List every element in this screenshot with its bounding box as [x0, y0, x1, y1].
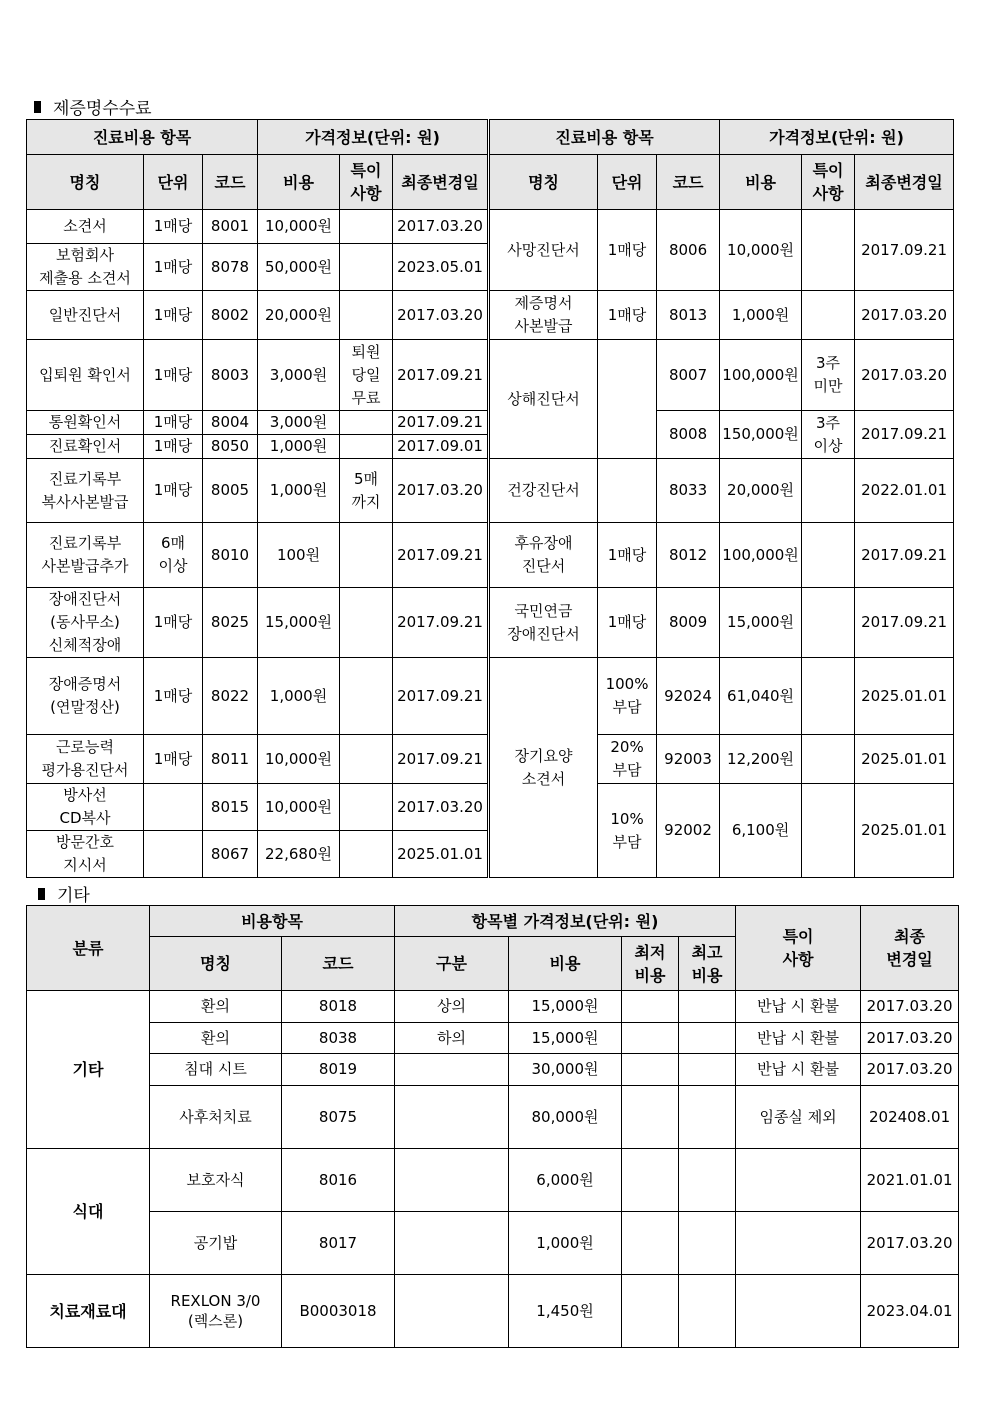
- item-date: 2017.03.20: [393, 784, 489, 831]
- item-cost: 61,040원: [720, 658, 802, 735]
- item-cost: 3,000원: [258, 340, 340, 411]
- item-name: 보험회사 제출용 소견서: [27, 244, 144, 291]
- item-cost: 10,000원: [720, 210, 802, 291]
- item-note: [340, 831, 393, 878]
- item-max-cost: [679, 1149, 736, 1212]
- header-cost-item: 비용항목: [150, 906, 395, 937]
- header-name: 명칭: [150, 937, 282, 991]
- item-cost: 100원: [258, 523, 340, 588]
- item-code: 8013: [657, 291, 720, 340]
- item-code: 8015: [203, 784, 258, 831]
- item-name: 방사선 CD복사: [27, 784, 144, 831]
- item-unit: [598, 459, 657, 523]
- item-note: [802, 658, 855, 735]
- item-name: 건강진단서: [489, 459, 598, 523]
- header-note: 특이 사항: [340, 155, 393, 210]
- item-unit: 1매당: [144, 244, 203, 291]
- item-cost: 3,000원: [258, 411, 340, 435]
- item-note: [340, 658, 393, 735]
- item-cost: 12,200원: [720, 735, 802, 784]
- item-code: 8022: [203, 658, 258, 735]
- header-cost: 비용: [509, 937, 622, 991]
- item-note: [340, 735, 393, 784]
- item-name: 후유장애 진단서: [489, 523, 598, 588]
- item-code: 8025: [203, 588, 258, 658]
- item-name: 장기요양 소견서: [489, 658, 598, 878]
- item-note: [340, 588, 393, 658]
- table-row: [27, 991, 959, 1023]
- item-cost: 20,000원: [720, 459, 802, 523]
- item-date: 2017.09.21: [393, 411, 489, 435]
- header-unit-right: 단위: [598, 155, 657, 210]
- item-date: 2023.04.01: [861, 1275, 959, 1348]
- item-code: 8003: [203, 340, 258, 411]
- item-code: 8001: [203, 210, 258, 244]
- item-code: 8019: [282, 1054, 395, 1086]
- item-unit: [144, 784, 203, 831]
- item-date: 2017.03.20: [855, 291, 954, 340]
- item-note: [736, 1149, 861, 1212]
- header-date: 최종변경일: [393, 155, 489, 210]
- item-note: [340, 291, 393, 340]
- item-name: 일반진단서: [27, 291, 144, 340]
- category-cell: 식대: [27, 1149, 150, 1275]
- square-bullet-icon: [34, 101, 41, 113]
- item-code: B0003018: [282, 1275, 395, 1348]
- header-date: 최종 변경일: [861, 906, 959, 991]
- header-cost-right: 비용: [720, 155, 802, 210]
- item-name: 국민연금 장애진단서: [489, 588, 598, 658]
- item-cost: 10,000원: [258, 784, 340, 831]
- header-price-info: 항목별 가격정보(단위: 원): [395, 906, 736, 937]
- item-note: [736, 1212, 861, 1275]
- item-code: 8006: [657, 210, 720, 291]
- header-price-group-right: 가격정보(단위: 원): [720, 120, 954, 155]
- header-unit: 단위: [144, 155, 203, 210]
- item-name: 진료기록부 복사사본발급: [27, 459, 144, 523]
- item-code: 8016: [282, 1149, 395, 1212]
- item-unit: 1매당: [144, 658, 203, 735]
- item-cost: 15,000원: [509, 1023, 622, 1054]
- item-division: [395, 1054, 509, 1086]
- item-unit: 10% 부담: [598, 784, 657, 878]
- item-cost: 100,000원: [720, 340, 802, 411]
- item-date: 202408.01: [861, 1086, 959, 1149]
- item-unit: 20% 부담: [598, 735, 657, 784]
- item-date: 2017.09.21: [855, 588, 954, 658]
- item-unit: 1매당: [144, 340, 203, 411]
- table-row: [27, 1149, 959, 1212]
- section-title-text: 기타: [57, 886, 90, 906]
- item-note: [340, 523, 393, 588]
- header-division: 구분: [395, 937, 509, 991]
- item-name: 사후처치료: [150, 1086, 282, 1149]
- item-unit: 1매당: [144, 411, 203, 435]
- table-row: [27, 1086, 959, 1149]
- item-date: 2017.09.21: [393, 658, 489, 735]
- item-note: [340, 244, 393, 291]
- item-unit: 1매당: [144, 291, 203, 340]
- table-row: [27, 588, 954, 658]
- item-date: 2017.03.20: [861, 1054, 959, 1086]
- item-cost: 150,000원: [720, 411, 802, 459]
- item-unit: 1매당: [144, 588, 203, 658]
- header-item-group-right: 진료비용 항목: [489, 120, 720, 155]
- item-name: 사망진단서: [489, 210, 598, 291]
- item-code: 92024: [657, 658, 720, 735]
- section-title-certificates: [34, 94, 152, 119]
- item-name: 상해진단서: [489, 340, 598, 459]
- item-date: 2025.01.01: [855, 658, 954, 735]
- table-row: [27, 1023, 959, 1054]
- item-code: 92003: [657, 735, 720, 784]
- item-cost: 15,000원: [509, 991, 622, 1023]
- category-cell: 기타: [27, 991, 150, 1149]
- header-code: 코드: [282, 937, 395, 991]
- item-name: 제증명서 사본발급: [489, 291, 598, 340]
- item-unit: [144, 831, 203, 878]
- header-code-right: 코드: [657, 155, 720, 210]
- item-code: 8005: [203, 459, 258, 523]
- header-price-group: 가격정보(단위: 원): [258, 120, 489, 155]
- item-unit: 100% 부담: [598, 658, 657, 735]
- item-date: 2025.01.01: [393, 831, 489, 878]
- item-note: [802, 784, 855, 878]
- item-code: 8078: [203, 244, 258, 291]
- item-cost: 15,000원: [720, 588, 802, 658]
- item-name: 방문간호 지시서: [27, 831, 144, 878]
- item-min-cost: [622, 1149, 679, 1212]
- item-note: [802, 459, 855, 523]
- item-note: [802, 210, 855, 291]
- item-cost: 100,000원: [720, 523, 802, 588]
- item-code: 8067: [203, 831, 258, 878]
- item-code: 8007: [657, 340, 720, 411]
- table-row: [27, 1275, 959, 1348]
- item-code: 8008: [657, 411, 720, 459]
- item-division: [395, 1275, 509, 1348]
- item-cost: 10,000원: [258, 210, 340, 244]
- item-unit: 1매당: [144, 210, 203, 244]
- item-name: 장애진단서 (동사무소) 신체적장애: [27, 588, 144, 658]
- item-name: 근로능력 평가용진단서: [27, 735, 144, 784]
- item-name: 통원확인서: [27, 411, 144, 435]
- item-name: 진료기록부 사본발급추가: [27, 523, 144, 588]
- item-note: 반납 시 환불: [736, 1023, 861, 1054]
- section-title-other: [38, 881, 90, 906]
- item-note: [340, 210, 393, 244]
- item-date: 2017.03.20: [393, 291, 489, 340]
- table-row: [27, 1212, 959, 1275]
- header-category: 분류: [27, 906, 150, 991]
- item-code: 8075: [282, 1086, 395, 1149]
- header-item-group: 진료비용 항목: [27, 120, 258, 155]
- item-division: [395, 1086, 509, 1149]
- item-name: 장애증명서 (연말정산): [27, 658, 144, 735]
- table-row: [27, 459, 954, 523]
- item-code: 8004: [203, 411, 258, 435]
- item-date: 2021.01.01: [861, 1149, 959, 1212]
- item-min-cost: [622, 1275, 679, 1348]
- item-date: 2017.09.21: [393, 588, 489, 658]
- item-date: 2017.09.21: [393, 340, 489, 411]
- item-code: 8033: [657, 459, 720, 523]
- item-date: 2017.03.20: [861, 1023, 959, 1054]
- section-title-text: 제증명수수료: [53, 99, 152, 119]
- item-date: 2017.09.21: [855, 411, 954, 459]
- item-note: 퇴원 당일 무료: [340, 340, 393, 411]
- item-unit: 1매당: [598, 291, 657, 340]
- other-fee-table: [26, 905, 959, 1348]
- item-min-cost: [622, 1023, 679, 1054]
- item-note: [802, 588, 855, 658]
- item-note: 3주 이상: [802, 411, 855, 459]
- item-unit: [598, 340, 657, 459]
- item-cost: 50,000원: [258, 244, 340, 291]
- item-unit: 1매당: [144, 735, 203, 784]
- item-note: 임종실 제외: [736, 1086, 861, 1149]
- item-code: 8038: [282, 1023, 395, 1054]
- item-code: 8018: [282, 991, 395, 1023]
- header-cost: 비용: [258, 155, 340, 210]
- item-date: 2017.09.01: [393, 435, 489, 459]
- item-note: [736, 1275, 861, 1348]
- item-cost: 30,000원: [509, 1054, 622, 1086]
- item-code: 8010: [203, 523, 258, 588]
- item-unit: 6매 이상: [144, 523, 203, 588]
- item-note: 반납 시 환불: [736, 991, 861, 1023]
- header-note-right: 특이 사항: [802, 155, 855, 210]
- table-row: [27, 1054, 959, 1086]
- item-cost: 80,000원: [509, 1086, 622, 1149]
- header-name: 명칭: [27, 155, 144, 210]
- item-division: [395, 1212, 509, 1275]
- item-code: 8009: [657, 588, 720, 658]
- item-name: 보호자식: [150, 1149, 282, 1212]
- item-date: 2017.03.20: [393, 210, 489, 244]
- item-unit: 1매당: [144, 459, 203, 523]
- item-note: [802, 523, 855, 588]
- item-date: 2023.05.01: [393, 244, 489, 291]
- item-division: 상의: [395, 991, 509, 1023]
- table-row: [27, 523, 954, 588]
- item-code: 8002: [203, 291, 258, 340]
- item-division: 하의: [395, 1023, 509, 1054]
- header-max-cost: 최고 비용: [679, 937, 736, 991]
- header-name-right: 명칭: [489, 155, 598, 210]
- item-cost: 1,450원: [509, 1275, 622, 1348]
- item-name: 환의: [150, 991, 282, 1023]
- item-min-cost: [622, 991, 679, 1023]
- item-unit: 1매당: [144, 435, 203, 459]
- item-code: 8017: [282, 1212, 395, 1275]
- item-name: 입퇴원 확인서: [27, 340, 144, 411]
- header-date-right: 최종변경일: [855, 155, 954, 210]
- item-code: 8050: [203, 435, 258, 459]
- item-max-cost: [679, 991, 736, 1023]
- item-max-cost: [679, 1086, 736, 1149]
- item-note: [340, 435, 393, 459]
- item-date: 2017.03.20: [393, 459, 489, 523]
- item-cost: 20,000원: [258, 291, 340, 340]
- item-cost: 1,000원: [258, 435, 340, 459]
- item-cost: 6,000원: [509, 1149, 622, 1212]
- item-division: [395, 1149, 509, 1212]
- item-note: [802, 291, 855, 340]
- item-date: 2025.01.01: [855, 735, 954, 784]
- item-name: REXLON 3/0 (렉스론): [150, 1275, 282, 1348]
- item-note: [802, 735, 855, 784]
- item-date: 2017.03.20: [861, 1212, 959, 1275]
- square-bullet-icon: [38, 888, 45, 900]
- item-name: 침대 시트: [150, 1054, 282, 1086]
- item-code: 8012: [657, 523, 720, 588]
- item-note: [340, 784, 393, 831]
- item-name: 환의: [150, 1023, 282, 1054]
- table-row: [27, 210, 954, 244]
- item-cost: 1,000원: [720, 291, 802, 340]
- item-date: 2017.09.21: [855, 210, 954, 291]
- item-note: 3주 미만: [802, 340, 855, 411]
- item-cost: 6,100원: [720, 784, 802, 878]
- item-date: 2017.03.20: [861, 991, 959, 1023]
- header-code: 코드: [203, 155, 258, 210]
- item-date: 2017.09.21: [855, 523, 954, 588]
- item-cost: 15,000원: [258, 588, 340, 658]
- item-cost: 1,000원: [258, 459, 340, 523]
- item-cost: 1,000원: [509, 1212, 622, 1275]
- item-max-cost: [679, 1212, 736, 1275]
- item-date: 2025.01.01: [855, 784, 954, 878]
- item-max-cost: [679, 1275, 736, 1348]
- item-date: 2017.09.21: [393, 735, 489, 784]
- item-cost: 1,000원: [258, 658, 340, 735]
- item-cost: 22,680원: [258, 831, 340, 878]
- item-unit: 1매당: [598, 523, 657, 588]
- header-min-cost: 최저 비용: [622, 937, 679, 991]
- table-row: [27, 340, 954, 411]
- category-cell: 치료재료대: [27, 1275, 150, 1348]
- item-note: [340, 411, 393, 435]
- item-date: 2017.03.20: [855, 340, 954, 411]
- certificate-fee-table: [26, 119, 954, 878]
- table-row: [27, 291, 954, 340]
- item-unit: 1매당: [598, 210, 657, 291]
- item-max-cost: [679, 1054, 736, 1086]
- item-max-cost: [679, 1023, 736, 1054]
- item-min-cost: [622, 1212, 679, 1275]
- item-name: 소견서: [27, 210, 144, 244]
- item-name: 진료확인서: [27, 435, 144, 459]
- item-code: 8011: [203, 735, 258, 784]
- item-min-cost: [622, 1054, 679, 1086]
- item-code: 92002: [657, 784, 720, 878]
- item-unit: 1매당: [598, 588, 657, 658]
- item-date: 2017.09.21: [393, 523, 489, 588]
- item-cost: 10,000원: [258, 735, 340, 784]
- item-min-cost: [622, 1086, 679, 1149]
- table-row: [27, 658, 954, 735]
- item-date: 2022.01.01: [855, 459, 954, 523]
- item-name: 공기밥: [150, 1212, 282, 1275]
- item-note: 반납 시 환불: [736, 1054, 861, 1086]
- header-note: 특이 사항: [736, 906, 861, 991]
- item-note: 5매 까지: [340, 459, 393, 523]
